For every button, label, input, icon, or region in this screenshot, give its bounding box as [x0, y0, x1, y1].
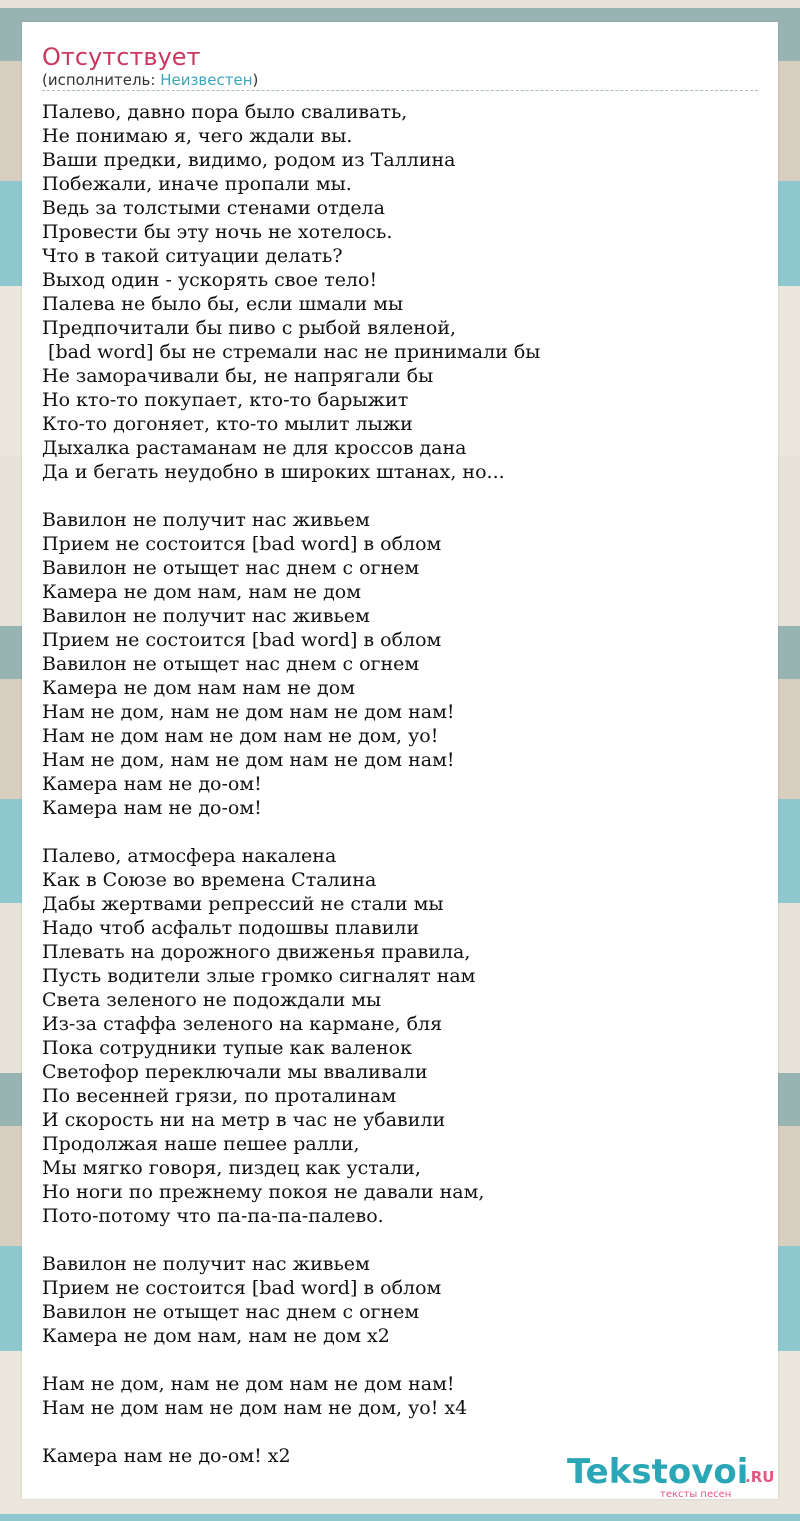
bottom-stripe: [0, 1514, 800, 1521]
lyrics-text: Палево, давно пора было сваливать, Не понимаю я, чего ждали вы. Ваши предки, видимо, родом из Таллина Побежали, иначе пропали мы. Ведь за толстыми стенами отдела Провести бы эту ночь не хотелось. Что в такой ситуации делать? Выход один - ускорять свое тело! Палева не было бы, если шмали мы Предпочитали бы пиво с рыбой вяленой, [bad word] бы не стремали нас не принимали бы Не заморачивали бы, не напрягали бы Но кто-то покупает, кто-то барыжит Кто-то догоняет, кто-то мылит лыжи Дыхалка растаманам не для кроссов дана Да и бегать неудобно в широких штанах, но... Вавилон не получит нас живьем Прием не состоится [bad word] в облом Вавилон не отыщет нас днем с огнем Камера не дом нам, нам не дом Вавилон не получит нас живьем Прием не состоится [bad word] в облом Вавилон не отыщет нас днем с огнем Камера не дом нам нам не дом Нам не дом, нам не дом нам не дом нам! Нам не дом нам не дом нам не дом, уо! Нам не дом, нам не дом нам не дом нам! Камера нам не до-ом! Камера нам не до-ом! Палево, атмосфера накалена Как в Союзе во времена Сталина Дабы жертвами репрессий не стали мы Надо чтоб асфальт подошвы плавили Плевать на дорожного движенья правила, Пусть водители злые громко сигналят нам Света зеленого не подождали мы Из-за стаффа зеленого на кармане, бля Пока сотрудники тупые как валенок Светофор переключали мы вваливали По весенней грязи, по проталинам И скорость ни на метр в час не убавили Продолжая наше пешее ралли, Мы мягко говоря, пиздец как устали, Но ноги по прежнему покоя не давали нам, Пото-потому что па-па-па-палево. Вавилон не получит нас живьем Прием не состоится [bad word] в облом Вавилон не отыщет нас днем с огнем Камера не дом нам, нам не дом x2 Нам не дом, нам не дом нам не дом нам! Нам не дом нам не дом нам не дом, уо! x4 Камера нам не до-ом! x2: [42, 101, 541, 1467]
artist-link[interactable]: Неизвестен: [160, 71, 253, 89]
logo-tagline: тексты песен: [660, 1489, 732, 1500]
logo-domain: .RU: [745, 1468, 775, 1486]
lyrics-card: [22, 22, 778, 1499]
artist-suffix: ): [252, 71, 259, 89]
artist-line: [42, 70, 258, 90]
artist-prefix: (исполнитель:: [42, 71, 161, 89]
site-logo[interactable]: [567, 1452, 777, 1502]
song-title: Отсутствует: [42, 43, 201, 71]
title-divider: [42, 90, 758, 91]
logo-wordmark: Tekstovoi: [567, 1452, 749, 1492]
